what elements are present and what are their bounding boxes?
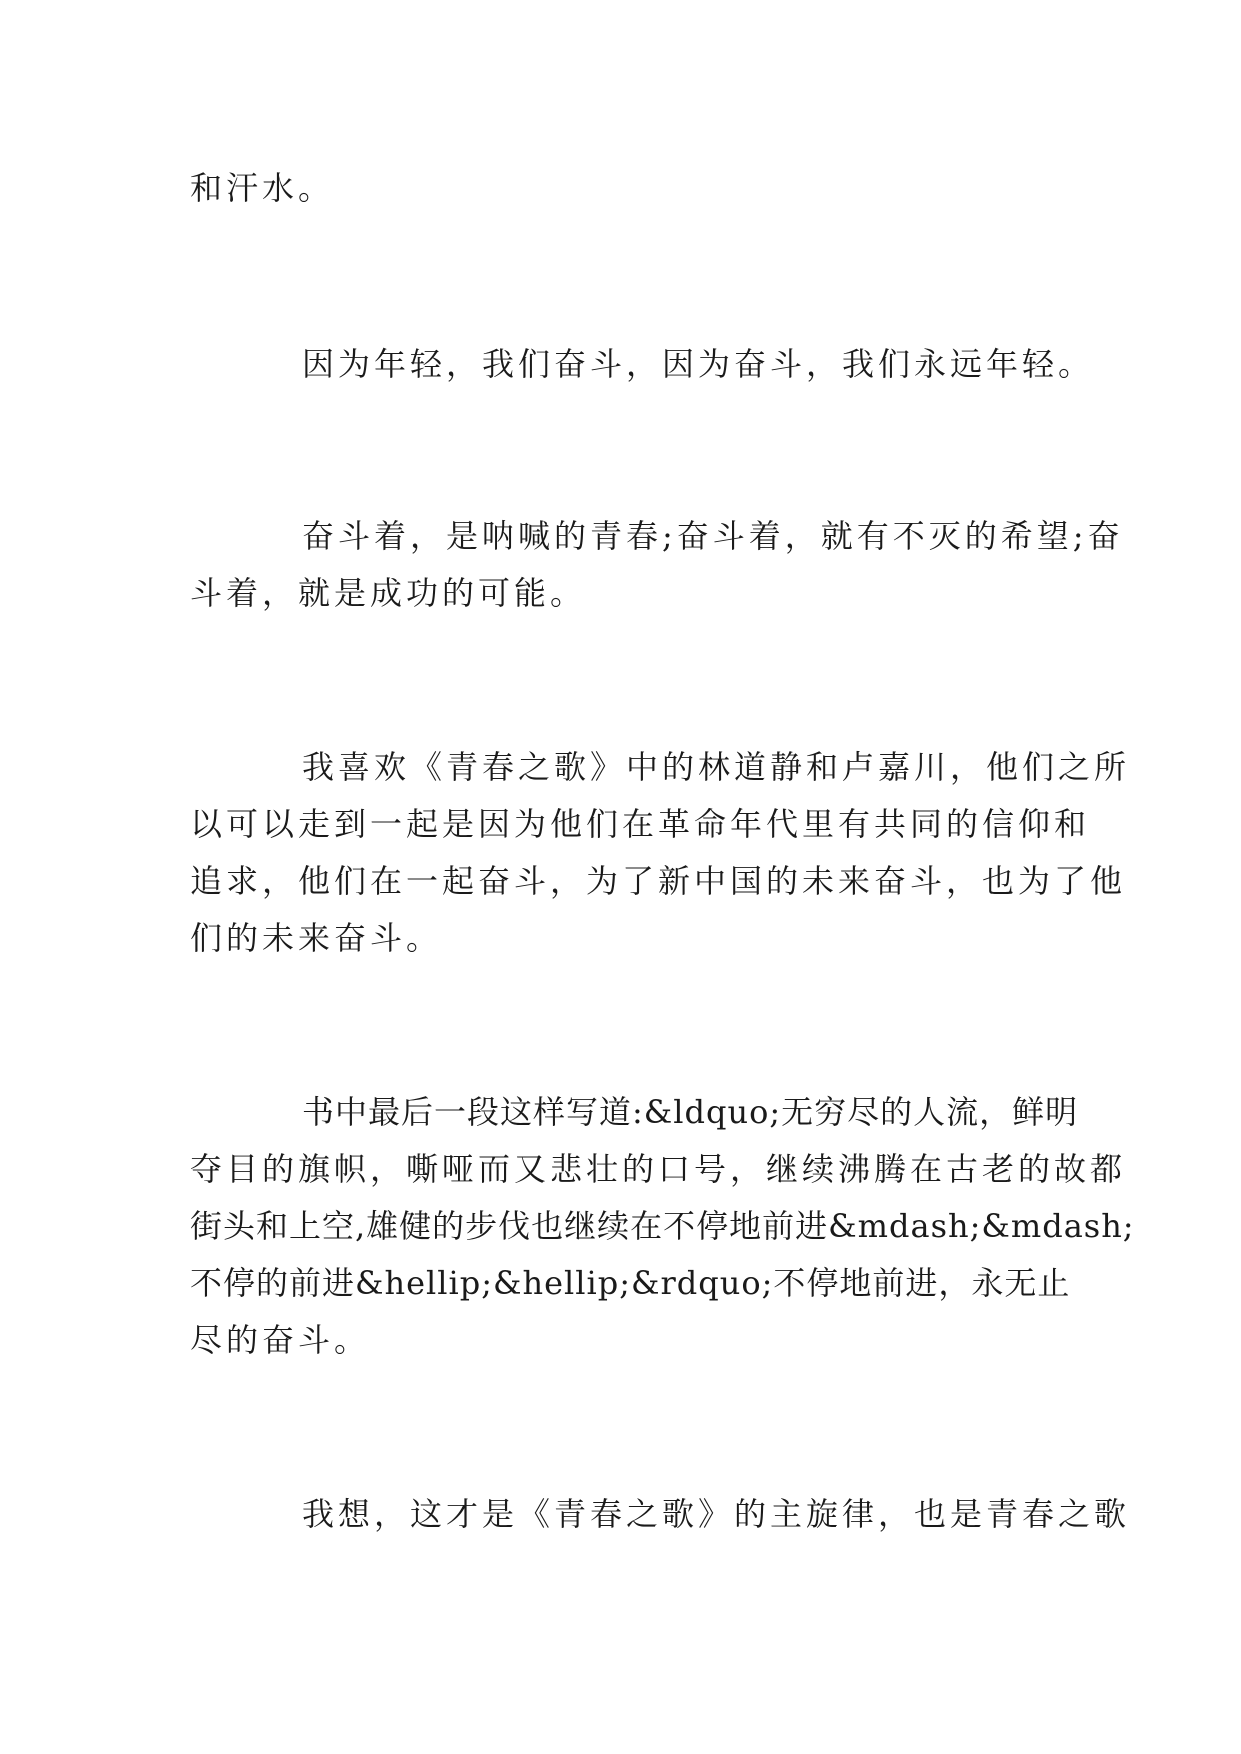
paragraph-line: 因为年轻，我们奋斗，因为奋斗，我们永远年轻。 — [302, 345, 1095, 383]
paragraph-line: 追求，他们在一起奋斗，为了新中国的未来奋斗，也为了他 — [190, 862, 1127, 900]
paragraph-3 — [190, 508, 1124, 622]
paragraph-line: 们的未来奋斗。 — [190, 919, 443, 957]
paragraph-2 — [190, 336, 1095, 393]
paragraph-6 — [190, 1486, 1131, 1543]
paragraph-line: 我想，这才是《青春之歌》的主旋律，也是青春之歌 — [302, 1495, 1131, 1533]
paragraph-1 — [190, 160, 1060, 217]
paragraph-line: 我喜欢《青春之歌》中的林道静和卢嘉川，他们之所 — [302, 748, 1131, 786]
paragraph-line: 尽的奋斗。 — [190, 1321, 371, 1359]
paragraph-line: 街头和上空,雄健的步伐也继续在不停地前进&mdash;&mdash; — [190, 1207, 1135, 1245]
paragraph-line: 和汗水。 — [190, 169, 335, 207]
paragraph-line: 不停的前进&hellip;&hellip;&rdquo;不停地前进，永无止 — [190, 1264, 1071, 1302]
paragraph-line: 以可以走到一起是因为他们在革命年代里有共同的信仰和 — [190, 805, 1091, 843]
paragraph-line: 奋斗着，是呐喊的青春;奋斗着，就有不灭的希望;奋 — [302, 517, 1124, 555]
paragraph-line: 书中最后一段这样写道:&ldquo;无穷尽的人流，鲜明 — [302, 1093, 1079, 1131]
paragraph-line: 夺目的旗帜，嘶哑而又悲壮的口号，继续沸腾在古老的故都 — [190, 1150, 1127, 1188]
paragraph-4 — [190, 739, 1131, 967]
paragraph-5 — [190, 1084, 1135, 1369]
paragraph-line: 斗着，就是成功的可能。 — [190, 574, 587, 612]
